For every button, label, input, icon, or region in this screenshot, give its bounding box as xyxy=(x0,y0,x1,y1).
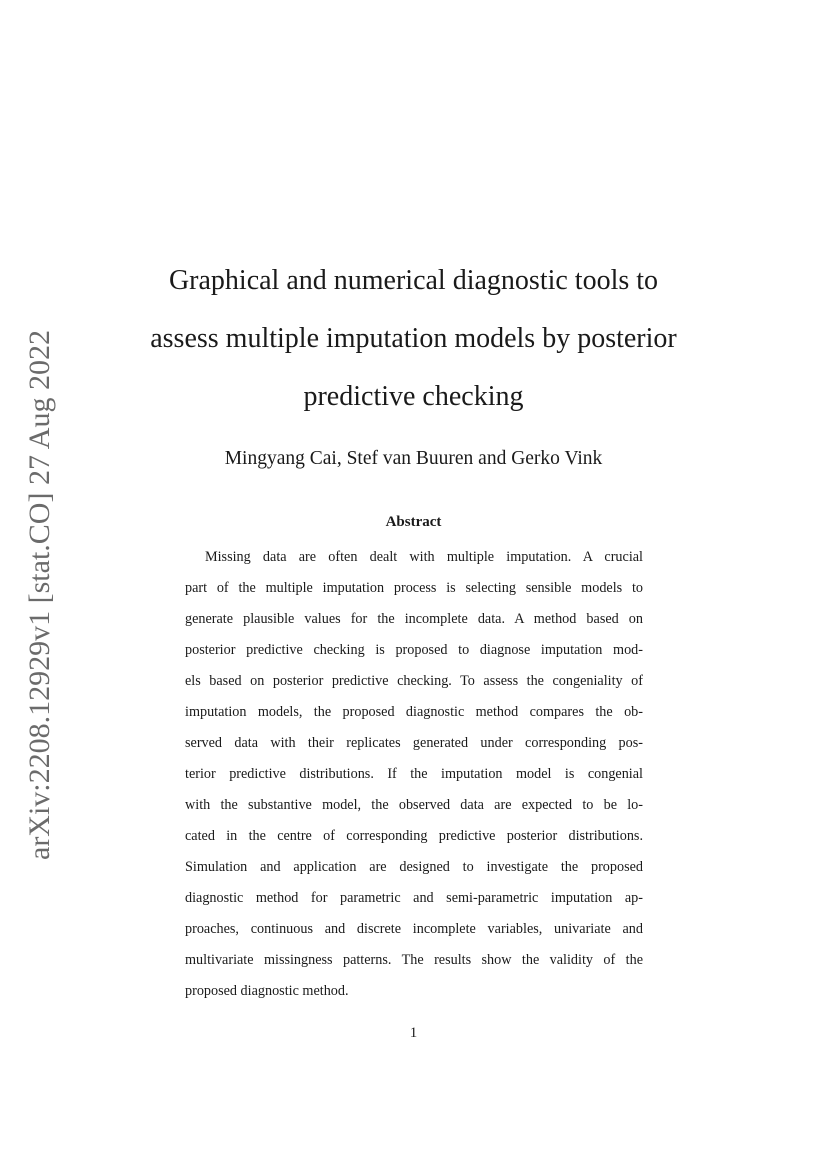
abstract-line: imputation models, the proposed diagnostic method compares the ob- xyxy=(185,704,643,720)
arxiv-identifier-stamp: arXiv:2208.12929v1 [stat.CO] 27 Aug 2022 xyxy=(23,330,56,860)
abstract-line: diagnostic method for parametric and semi-parametric imputation ap- xyxy=(185,890,643,906)
abstract-line: Missing data are often dealt with multiple imputation. A crucial xyxy=(205,549,643,565)
abstract-heading: Abstract xyxy=(385,514,442,530)
abstract-line: generate plausible values for the incomplete data. A method based on xyxy=(185,611,643,627)
title-line: Graphical and numerical diagnostic tools to xyxy=(168,265,659,296)
abstract-line: posterior predictive checking is proposed to diagnose imputation mod- xyxy=(185,642,643,658)
paper-title xyxy=(120,252,707,426)
abstract-body xyxy=(185,542,643,1007)
title-line: predictive checking xyxy=(303,381,524,412)
abstract-line: Simulation and application are designed to investigate the proposed xyxy=(185,859,643,875)
abstract-line: part of the multiple imputation process is selecting sensible models to xyxy=(185,580,643,596)
page-number: 1 xyxy=(409,1025,418,1041)
author-list: Mingyang Cai, Stef van Buuren and Gerko Vink xyxy=(224,448,603,469)
title-line: assess multiple imputation models by posterior xyxy=(150,323,677,354)
abstract-line: proposed diagnostic method. xyxy=(185,983,349,999)
abstract-line: terior predictive distributions. If the imputation model is congenial xyxy=(185,766,643,782)
abstract-line: proaches, continuous and discrete incomplete variables, univariate and xyxy=(185,921,643,937)
abstract-line: multivariate missingness patterns. The results show the validity of the xyxy=(185,952,643,968)
abstract-line: els based on posterior predictive checking. To assess the congeniality of xyxy=(185,673,643,689)
abstract-line: with the substantive model, the observed data are expected to be lo- xyxy=(185,797,643,813)
abstract-line: served data with their replicates generated under corresponding pos- xyxy=(185,735,643,751)
abstract-line: cated in the centre of corresponding predictive posterior distributions. xyxy=(185,828,643,844)
